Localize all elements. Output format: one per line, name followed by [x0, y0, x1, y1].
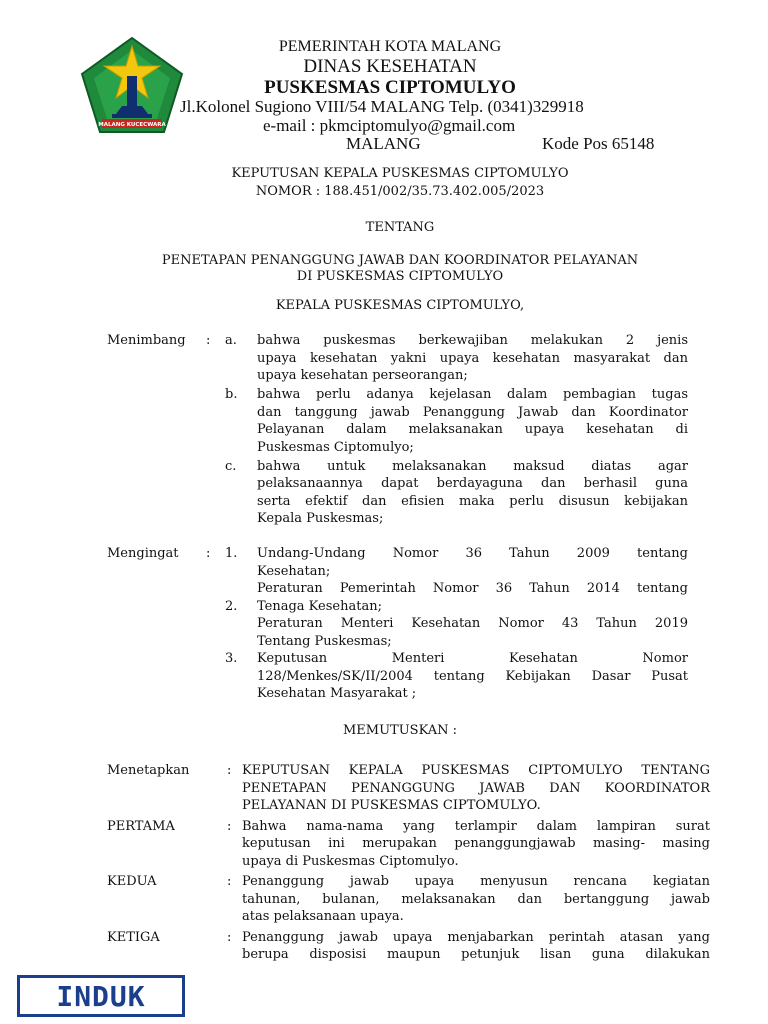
item-text: [257, 332, 688, 385]
consideration-item: [225, 386, 688, 456]
item-marker: b.: [225, 387, 238, 402]
decision-colon: :: [227, 929, 232, 945]
item-marker: 3.: [225, 651, 238, 666]
item-line: serta efektif dan efisien maka perlu disusun kebijakan: [257, 493, 688, 509]
item-line: bahwa puskesmas berkewajiban melakukan 2 jenis: [257, 333, 688, 348]
decision-item: [107, 873, 710, 926]
menimbang-colon: :: [206, 333, 211, 348]
item-line: dan tanggung jawab Penanggung Jawab dan Koordinator: [257, 404, 688, 420]
decision-list: [107, 762, 710, 967]
decision-text: [242, 929, 710, 964]
item-text: 128/Menkes/SK/II/2004 tentang Kebijakan Dasar Pusat: [257, 668, 688, 684]
decision-label: PERTAMA: [107, 818, 175, 834]
item-text: [257, 458, 688, 528]
city-logo: [78, 36, 186, 136]
induk-stamp: INDUK: [17, 975, 185, 1017]
item-text: Peraturan Pemerintah Nomor 36 Tahun 2014 tentang: [257, 581, 688, 596]
item-marker: 1.: [225, 546, 238, 561]
mengingat-colon: :: [206, 546, 211, 561]
decision-line: KEPUTUSAN KEPALA PUSKESMAS CIPTOMULYO TENTANG: [242, 763, 710, 778]
legal-basis-line: [225, 563, 688, 581]
decision-line: upaya di Puskesmas Ciptomulyo.: [242, 853, 459, 869]
item-line: Pelayanan dalam melaksanakan upaya kesehatan di: [257, 422, 688, 437]
item-marker: a.: [225, 333, 237, 348]
decision-line: atas pelaksanaan upaya.: [242, 909, 404, 924]
letterhead-city: MALANG: [346, 134, 421, 153]
decision-label: Menetapkan: [107, 763, 190, 778]
consideration-item: [225, 332, 688, 385]
legal-basis-line: [225, 633, 688, 651]
letterhead-address: Jl.Kolonel Sugiono VIII/54 MALANG Telp. (0341)329918: [180, 97, 584, 116]
item-marker: [225, 668, 257, 686]
legal-basis-line: [225, 545, 688, 563]
item-text: Keputusan Menteri Kesehatan Nomor: [257, 651, 688, 666]
legal-basis-line: [225, 650, 688, 668]
item-text: Tentang Puskesmas;: [257, 633, 392, 649]
letterhead-dept: DINAS KESEHATAN: [303, 56, 477, 77]
item-text: Tenaga Kesehatan;: [257, 598, 382, 614]
decree-about: TENTANG: [365, 220, 435, 235]
decision-label: KEDUA: [107, 874, 157, 889]
decision-line: Penanggung jawab upaya menjabarkan perintah atasan yang: [242, 929, 710, 945]
legal-basis-line: [225, 615, 688, 633]
item-line: Puskesmas Ciptomulyo;: [257, 439, 414, 455]
legal-basis-line: [225, 668, 688, 686]
item-line: Kepala Puskesmas;: [257, 511, 384, 526]
memutuskan-heading: MEMUTUSKAN :: [342, 723, 458, 738]
decision-text: [242, 818, 710, 871]
item-text: [257, 386, 688, 456]
decision-item: [107, 762, 710, 815]
decision-line: berupa disposisi maupun petunjuk lisan guna dilakukan: [242, 947, 710, 962]
item-line: pelaksanaannya dapat berdayaguna dan berhasil guna: [257, 476, 688, 491]
item-line: bahwa perlu adanya kejelasan dalam pembagian tugas: [257, 387, 688, 402]
decision-colon: :: [227, 818, 232, 834]
item-marker: [225, 563, 257, 581]
decision-line: PENETAPAN PENANGGUNG JAWAB DAN KOORDINATOR: [242, 780, 710, 796]
decision-line: PELAYANAN DI PUSKESMAS CIPTOMULYO.: [242, 798, 541, 813]
mengingat-list: [225, 545, 688, 703]
mengingat-label: Mengingat: [107, 546, 179, 561]
decree-number: NOMOR : 188.451/002/35.73.402.005/2023: [255, 184, 545, 199]
letterhead-postal: Kode Pos 65148: [542, 134, 655, 153]
decision-text: [242, 873, 710, 926]
decision-line: Penanggung jawab upaya menyusun rencana kegiatan: [242, 874, 710, 889]
legal-basis-line: [225, 598, 688, 616]
decree-subject-1: PENETAPAN PENANGGUNG JAWAB DAN KOORDINATOR PELAYANAN: [161, 253, 639, 268]
item-marker: [225, 685, 257, 703]
decision-item: [107, 818, 710, 871]
legal-basis-line: [225, 685, 688, 703]
decision-line: tahunan, bulanan, melaksanakan dan bertanggung jawab: [242, 891, 710, 907]
menimbang-list: [225, 332, 688, 529]
letterhead-email: e-mail : pkmciptomulyo@gmail.com: [263, 116, 516, 135]
item-line: upaya kesehatan yakni upaya kesehatan masyarakat dan: [257, 350, 688, 366]
item-text: Kesehatan Masyarakat ;: [257, 686, 417, 701]
item-marker: c.: [225, 458, 237, 474]
decision-item: [107, 929, 710, 964]
legal-basis-line: [225, 580, 688, 598]
decision-text: [242, 762, 710, 815]
item-marker: [225, 615, 257, 633]
decree-subject-2: DI PUSKESMAS CIPTOMULYO: [296, 269, 504, 284]
item-marker: [225, 580, 257, 598]
item-marker: [225, 633, 257, 651]
decree-title: KEPUTUSAN KEPALA PUSKESMAS CIPTOMULYO: [231, 166, 569, 181]
letterhead-office: PUSKESMAS CIPTOMULYO: [264, 77, 516, 98]
item-text: Peraturan Menteri Kesehatan Nomor 43 Tahun 2019: [257, 616, 688, 631]
item-text: Undang-Undang Nomor 36 Tahun 2009 tentang: [257, 546, 688, 561]
menimbang-label: Menimbang: [107, 333, 186, 348]
logo-motto: MALANG KUCECWARA: [98, 122, 166, 128]
item-text: Kesehatan;: [257, 563, 331, 579]
item-line: bahwa untuk melaksanakan maksud diatas agar: [257, 458, 688, 474]
decision-colon: :: [227, 874, 232, 889]
item-line: upaya kesehatan perseorangan;: [257, 368, 468, 383]
consideration-item: [225, 458, 688, 528]
decision-line: Bahwa nama-nama yang terlampir dalam lampiran surat: [242, 818, 710, 834]
decision-line: keputusan ini merupakan penanggungjawab masing- masing: [242, 836, 710, 851]
item-marker: 2.: [225, 598, 238, 614]
letterhead-gov: PEMERINTAH KOTA MALANG: [278, 38, 502, 55]
decree-head: KEPALA PUSKESMAS CIPTOMULYO,: [275, 298, 525, 313]
decision-label: KETIGA: [107, 929, 160, 945]
decision-colon: :: [227, 763, 232, 778]
